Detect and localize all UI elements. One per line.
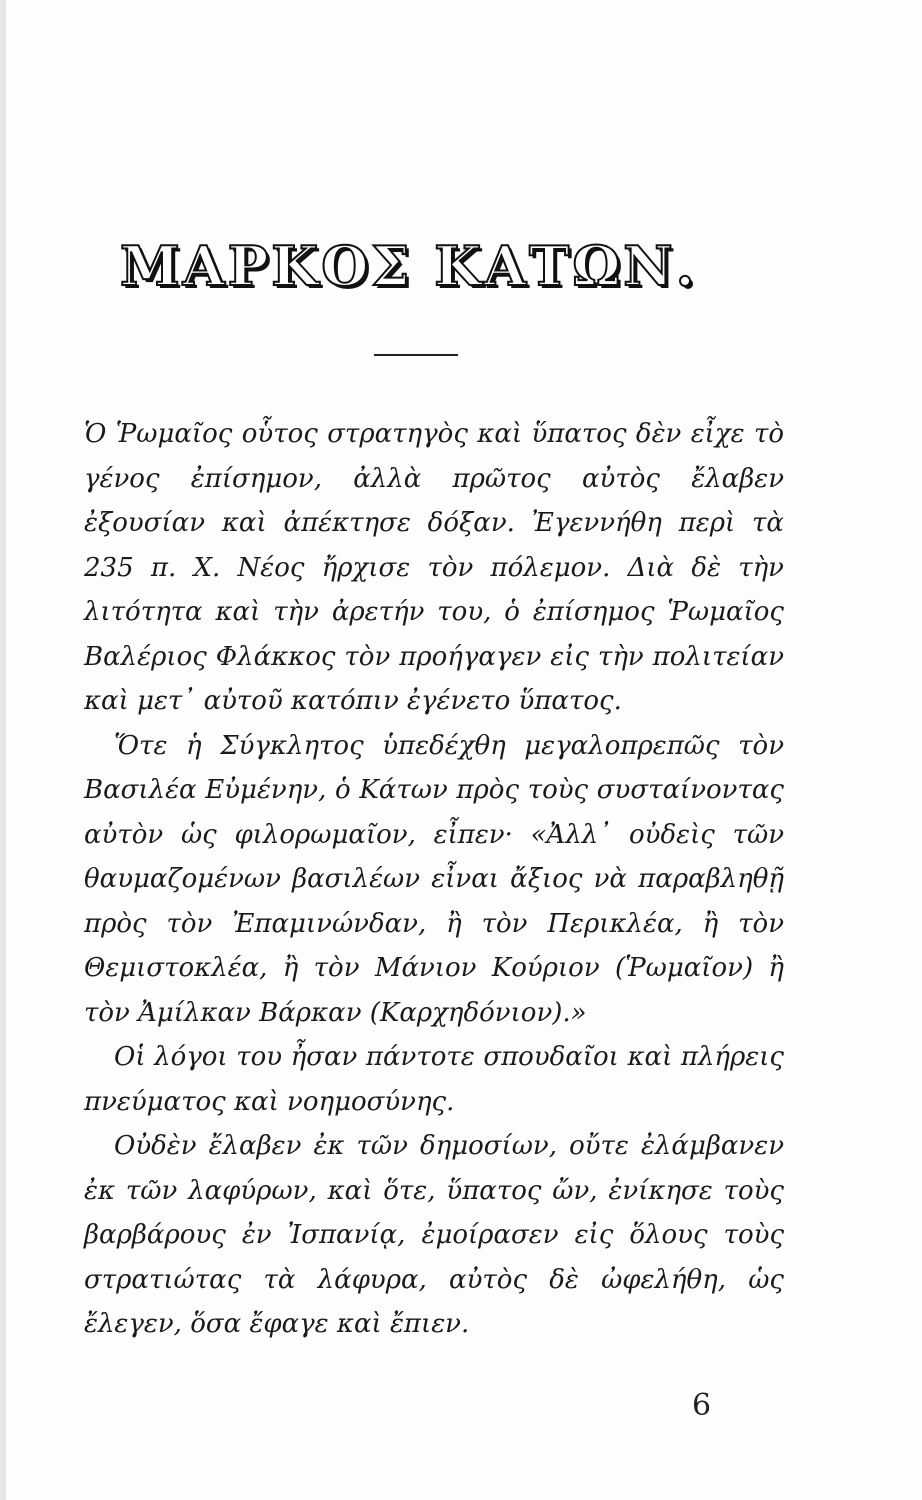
chapter-title: ΜΑΡΚΟΣ ΚΑΤΩΝ. — [120, 234, 698, 298]
body-text — [84, 412, 784, 1347]
page-number: 6 — [692, 1388, 712, 1423]
title-divider — [374, 354, 458, 356]
paragraph: Οἱ λόγοι του ἦσαν πάντοτε σπουδαῖοι καὶ πλήρεις πνεύματος καὶ νοημοσύνης. — [84, 1042, 784, 1117]
paragraph: Οὐδὲν ἔλαβεν ἐκ τῶν δημοσίων, οὔτε ἐλάμβανεν ἐκ τῶν λαφύρων, καὶ ὅτε, ὕπατος ὤν, ἐνίκησε τοὺς βαρβάρους ἐν Ἰσπανίᾳ, ἐμοίρασεν εἰς ὅλους τοὺς στρατιώτας τὰ λάφυρα, αὐτὸς δὲ ὠφελήθη, ὡς ἔλεγεν, ὅσα ἔφαγε καὶ ἔπιεν. — [84, 1131, 784, 1339]
page-edge — [0, 0, 6, 1500]
paragraph: Ὅτε ἡ Σύγκλητος ὑπεδέχθη μεγαλοπρεπῶς τὸν Βασιλέα Εὐμένην, ὁ Κάτων πρὸς τοὺς συσταίνοντας αὐτὸν ὡς φιλορωμαῖον, εἶπεν· «Ἀλλ᾽ οὐδεὶς τῶν θαυμαζομένων βασιλέων εἶναι ἄξιος νὰ παραβληθῇ πρὸς τὸν Ἐπαμινώνδαν, ἢ τὸν Περικλέα, ἢ τὸν Θεμιστοκλέα, ἢ τὸν Μάνιον Κούριον (Ῥωμαῖον) ἢ τὸν Ἀμίλκαν Βάρκαν (Καρχηδόνιον).» — [84, 730, 784, 1028]
paragraph: Ὁ Ῥωμαῖος οὗτος στρατηγὸς καὶ ὕπατος δὲν εἶχε τὸ γένος ἐπίσημον, ἀλλὰ πρῶτος αὐτὸς ἔλαβεν ἐξουσίαν καὶ ἀπέκτησε δόξαν. Ἐγεννήθη περὶ τὰ 235 π. Χ. Νέος ἤρχισε τὸν πόλεμον. Διὰ δὲ τὴν λιτότητα καὶ τὴν ἀρετήν του, ὁ ἐπίσημος Ῥωμαῖος Βαλέριος Φλάκκος τὸν προήγαγεν εἰς τὴν πολιτείαν καὶ μετ᾽ αὐτοῦ κατόπιν ἐγένετο ὕπατος. — [84, 419, 784, 716]
